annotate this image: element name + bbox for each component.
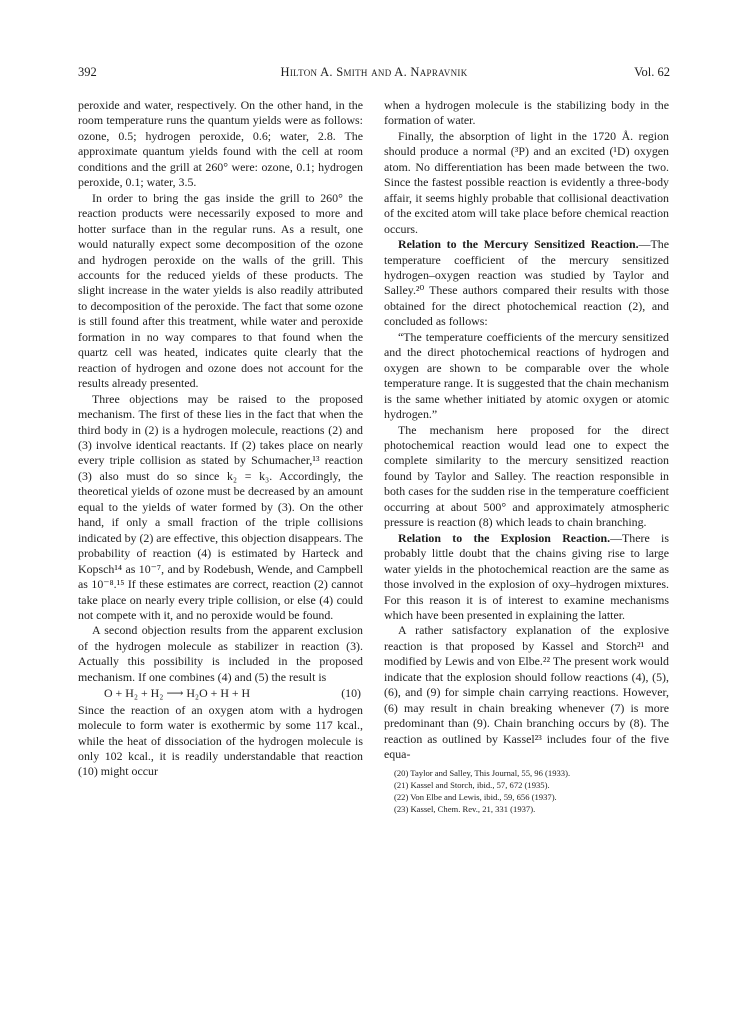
paragraph: when a hydrogen molecule is the stabilizing body in the formation of water. [384,98,669,128]
quotation: “The temperature coefficients of the mercury sensitized and the direct photochemical reactions of hydrogen and oxygen are shown to be comparable over the whole temperature range. It is suggested that the chain mechanism is the same whether initiated by atomic oxygen or atomic hydrogen.” [384,329,669,422]
paragraph: In order to bring the gas inside the grill to 260° the reaction products were necessarily exposed to more and hotter surface than in the regular runs. As a result, one would naturally expect some decomposition of the ozone and hydrogen peroxide on the walls of the grill. This accounts for the reduced yields of these products. The slight increase in the water yields is also readily attributed to decomposition of the peroxide. The fact that some ozone is still found after this treatment, while water and peroxide formation in no way compares to that found when the quartz cell was heated, indicates quite clearly that the reaction of hydrogen and ozone does not account for the results already presented. [78,190,363,391]
running-title: Hilton A. Smith and A. Napravnik [280,65,468,79]
equation-10 [78,686,363,701]
footnote: (23) Kassel, Chem. Rev., 21, 331 (1937). [394,804,536,815]
right-column [384,98,669,815]
paragraph: A rather satisfactory explanation of the explosive reaction is that proposed by Kassel and Storch²¹ and modified by Lewis and von Elbe.²² The present work would indicate that the explosion should follow reactions (4), (5), (6), and (9) for simple chain carrying reactions. However, (6) may result in chain breaking whenever (7) is more predominant than (9). Chain branching occurs by (8). The reaction as outlined by Kassel²³ includes four of the five equa- [384,623,669,762]
paragraph: A second objection results from the apparent exclusion of the hydrogen molecule as stabilizer in reaction (3). Actually this possibility is included in the proposed mechanism. If one combines (4) and (5) the result is [78,623,363,684]
paragraph-mercury-section [384,237,669,330]
footnote: (20) Taylor and Salley, This Journal, 55, 96 (1933). [394,768,571,779]
paragraph: Since the reaction of an oxygen atom with a hydrogen molecule to form water is exothermic by some 117 kcal., while the heat of dissociation of the hydrogen molecule is only 102 kcal., it is readily understandable that reaction (10) might occur [78,702,363,779]
footnote: (21) Kassel and Storch, ibid., 57, 672 (1935). [394,780,550,791]
section-text: —There is probably little doubt that the chains giving rise to large water yields in the photochemical reaction are the same as those involved in the explosion of oxy–hydrogen mixtures. For this reason it is of interest to examine mechanisms which have been presented in explaining the latter. [384,530,669,622]
equation-number: (10) [341,686,361,701]
paragraph: The mechanism here proposed for the direct photochemical reaction would lead one to expect the complete similarity to the mercury sensitized reaction found by Taylor and Salley. The reaction responsible in both cases for the sudden rise in the temperature coefficient occurring at about 500° and approximately atmospheric pressure is reaction (8) which leads to chain branching. [384,422,669,530]
section-text: —The temperature coefficient of the mercury sensitized hydrogen–oxygen reaction was studied by Taylor and Salley.²⁰ These authors compared their results with those obtained for the direct photochemical reaction (2), and concluded as follows: [384,237,669,329]
volume-label: Vol. 62 [634,65,670,79]
left-column [78,98,363,780]
section-heading-explosion: Relation to the Explosion Reaction. [398,530,611,545]
page-number: 392 [78,65,97,79]
paragraph: Three objections may be raised to the proposed mechanism. The first of these lies in the fact that when the third body in (2) is a hydrogen molecule, reactions (2) and (3) involve identical reactants. If (2) takes place on nearly every triple collision as stated by Schumacher,¹³ reaction (3) also must do so since k₂ = k₃. Accordingly, the theoretical yields of ozone must be decreased by an amount equal to the yields of water formed by (3). On the other hand, if only a small fraction of the triple collisions indicated by (2) are effective, this objection disappears. The probability of reaction (4) is estimated by Harteck and Kopsch¹⁴ as 10⁻⁷, and by Rodebush, Wende, and Campbell as 10⁻⁸.¹⁵ If these estimates are correct, reaction (2) cannot take place on nearly every triple collision, or else (4) could not compete with it, and no peroxide would be found. [78,391,363,622]
paragraph: Finally, the absorption of light in the 1720 Å. region should produce a normal (³P) and an excited (¹D) oxygen atom. No differentiation has been made between the two. Since the fastest possible reaction is evidently a three-body affair, it seems highly probable that collisional deactivation of the excited atom will take place before chemical reaction occurs. [384,128,669,236]
equation-text: O + H₂ + H₂ ⟶ H₂O + H + H [104,686,251,701]
page-header [78,64,670,80]
paragraph-explosion-section [384,531,669,624]
paragraph: peroxide and water, respectively. On the other hand, in the room temperature runs the quantum yields were as follows: ozone, 0.5; hydrogen peroxide, 0.6; water, 2.8. The approximate quantum yields found with the cell at room conditions and the grill at 260° were: ozone, 0.1; hydrogen peroxide, 0.1; water, 3.5. [78,98,363,190]
footnote: (22) Von Elbe and Lewis, ibid., 59, 656 (1937). [394,792,557,803]
footnotes [384,767,669,815]
section-heading-mercury: Relation to the Mercury Sensitized Reaction. [398,237,639,252]
